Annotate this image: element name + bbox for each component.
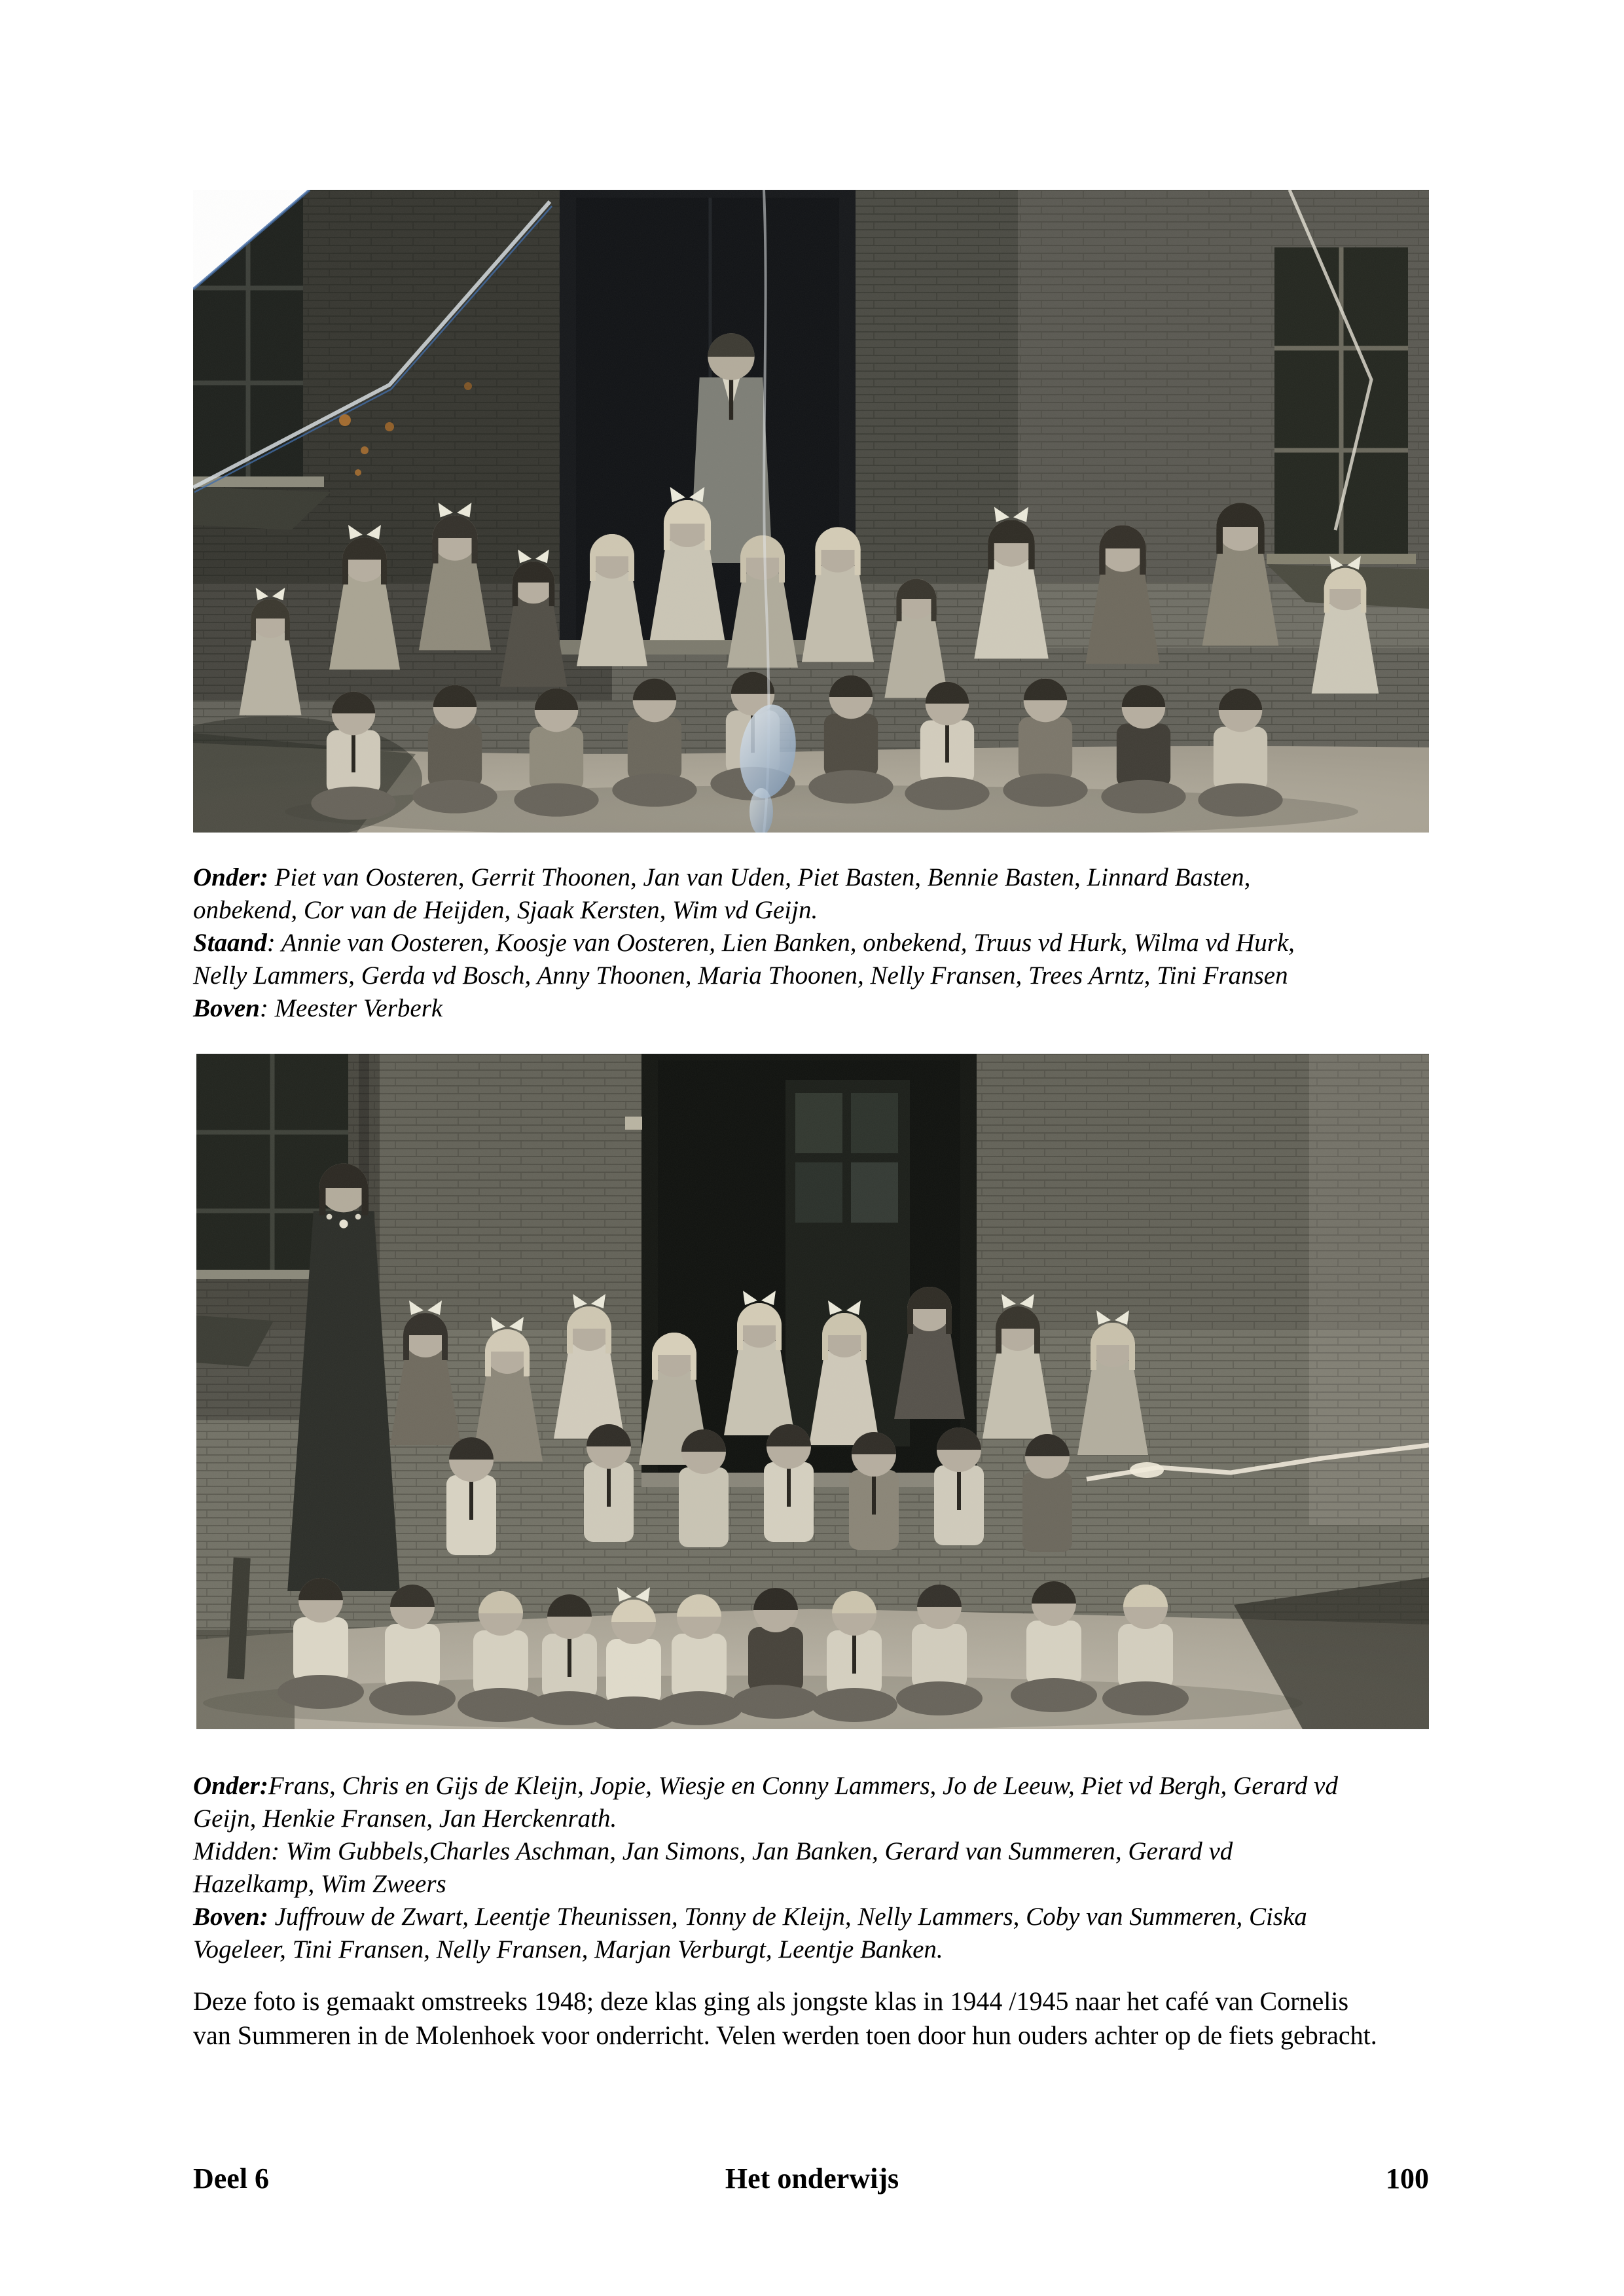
caption-line [193,1901,1470,1933]
caption-row-label: Onder: [193,1772,268,1800]
page-footer [0,2162,1624,2201]
caption-line [193,861,1470,894]
class-photo-2-art [196,1054,1429,1729]
caption-line [193,927,1470,960]
footer-section-title: Het onderwijs [725,2162,899,2195]
caption-row-text: Juffrouw de Zwart, Leentje Theunissen, Tonny de Kleijn, Nelly Lammers, Coby van Summeren, Ciska [268,1903,1307,1931]
caption-line [193,992,1470,1025]
caption-line [193,894,1470,927]
paragraph-line: van Summeren in de Molenhoek voor onderricht. Velen werden toen door hun ouders achter op de fiets gebracht. [193,2020,1377,2050]
class-photo-1-art [193,190,1429,833]
caption-line [193,1868,1470,1901]
caption-row-text: onbekend, Cor van de Heijden, Sjaak Kersten, Wim vd Geijn. [193,896,818,924]
caption-row-text: Hazelkamp, Wim Zweers [193,1870,446,1898]
footer-page-number: 100 [1386,2162,1429,2195]
caption-row-text: Frans, Chris en Gijs de Kleijn, Jopie, Wiesje en Conny Lammers, Jo de Leeuw, Piet vd Bergh, Gerard vd [268,1772,1338,1800]
caption-line [193,1933,1470,1966]
class-photo-2 [196,1054,1429,1729]
caption-row-text: Nelly Lammers, Gerda vd Bosch, Anny Thoonen, Maria Thoonen, Nelly Fransen, Trees Arntz, Tini Fransen [193,961,1288,990]
caption-line [193,960,1470,992]
caption-row-text: Vogeleer, Tini Fransen, Nelly Fransen, Marjan Verburgt, Leentje Banken. [193,1935,943,1964]
caption-line [193,1803,1470,1835]
caption-row-label: Staand [193,929,267,957]
caption-photo-2 [193,1770,1470,1966]
paragraph-line: Deze foto is gemaakt omstreeks 1948; deze klas ging als jongste klas in 1944 /1945 naar het café van Cornelis [193,1986,1349,2016]
class-photo-1 [193,190,1429,833]
caption-row-text: Geijn, Henkie Fransen, Jan Herckenrath. [193,1804,617,1833]
caption-row-text: : Annie van Oosteren, Koosje van Oosteren, Lien Banken, onbekend, Truus vd Hurk, Wilma vd Hurk, [266,929,1295,957]
caption-line [193,1835,1470,1868]
caption-row-text: Piet van Oosteren, Gerrit Thoonen, Jan van Uden, Piet Basten, Bennie Basten, Linnard Basten, [268,863,1251,891]
caption-photo-1 [193,861,1470,1025]
caption-row-text: : Meester Verberk [259,994,443,1022]
body-paragraph [193,1984,1470,2053]
caption-row-label: Boven: [193,1903,268,1931]
caption-line [193,1770,1470,1803]
caption-row-label: Boven [193,994,260,1022]
footer-part-label: Deel 6 [193,2162,270,2195]
caption-row-label: Onder: [193,863,268,891]
caption-row-text: Midden: Wim Gubbels,Charles Aschman, Jan Simons, Jan Banken, Gerard van Summeren, Gerard vd [193,1837,1233,1865]
